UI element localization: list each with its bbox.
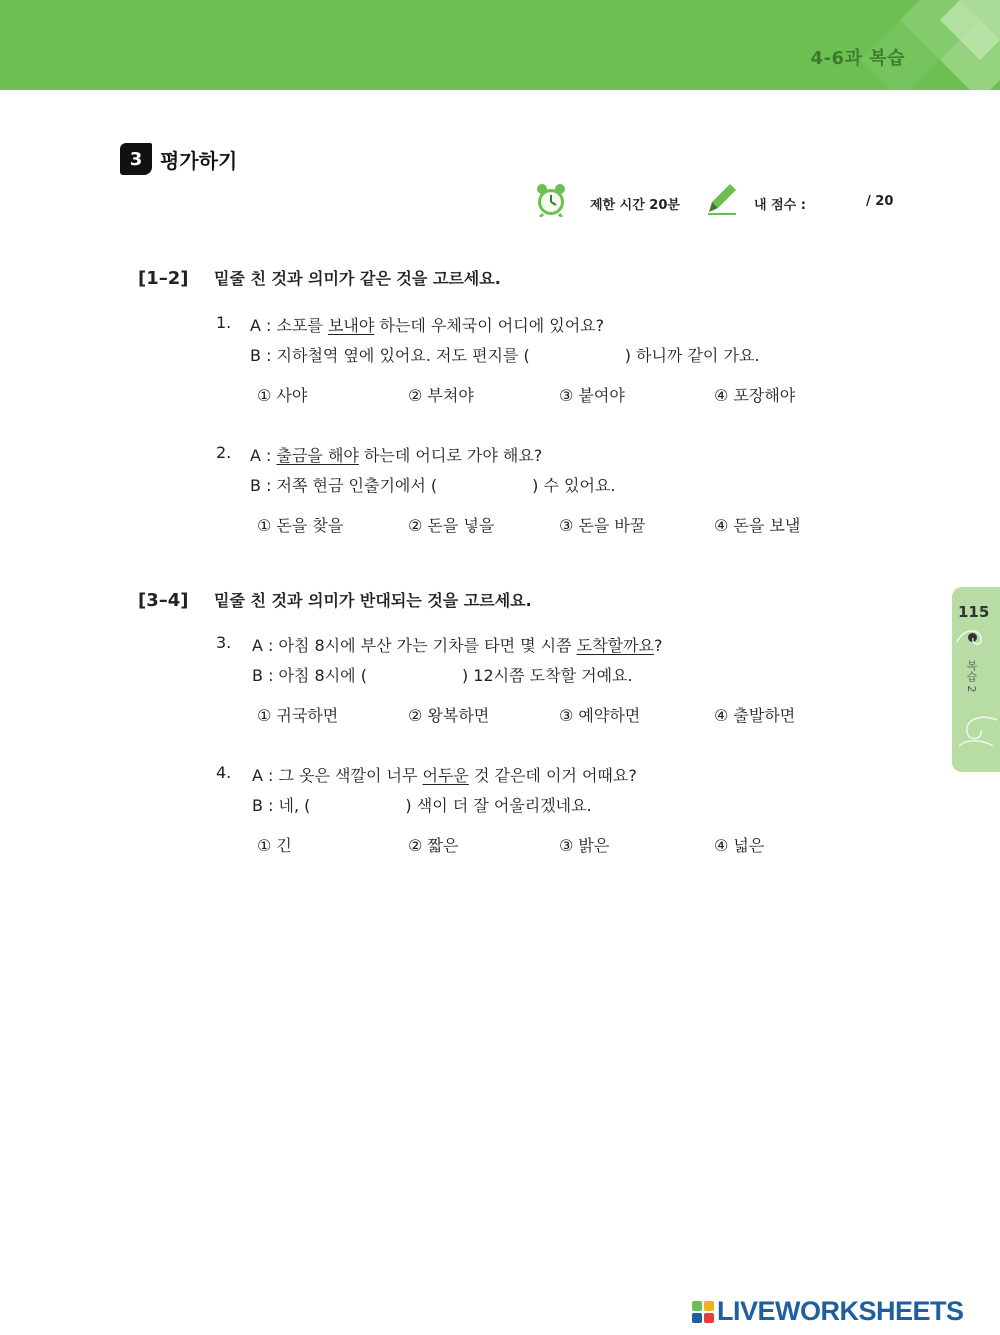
question-line-b: [250, 473, 615, 496]
option[interactable]: ① 돈을 찾을: [257, 516, 344, 535]
question-number: 3.: [216, 633, 232, 652]
swirl-ornament-icon: [953, 710, 999, 750]
question-line-a: [250, 313, 604, 336]
line-text: A :: [250, 446, 277, 465]
question-number: 1.: [216, 313, 232, 332]
group-instruction: 밑줄 친 것과 의미가 같은 것을 고르세요.: [214, 269, 501, 288]
option[interactable]: ④ 돈을 보낼: [714, 516, 801, 535]
option[interactable]: ③ 밝은: [559, 836, 610, 855]
group-header-2: [138, 588, 532, 611]
line-text: ) 색이 더 잘 어울리겠네요.: [405, 796, 592, 815]
group-instruction: 밑줄 친 것과 의미가 반대되는 것을 고르세요.: [214, 591, 532, 610]
option[interactable]: ① 긴: [257, 836, 292, 855]
tab-label: 복습 2: [965, 660, 978, 693]
swirl-ornament-icon: [953, 622, 999, 652]
option[interactable]: ③ 돈을 바꿀: [559, 516, 646, 535]
option[interactable]: ② 왕복하면: [408, 706, 490, 725]
logo-text: LIVEWORKSHEETS: [717, 1296, 964, 1326]
option[interactable]: ③ 붙여야: [559, 386, 625, 405]
underlined-phrase: 어두운: [422, 766, 469, 785]
score-total: / 20: [866, 194, 894, 209]
logo-blocks-icon: [692, 1301, 714, 1323]
liveworksheets-logo: [692, 1296, 964, 1327]
time-limit: 제한 시간 20분: [590, 198, 680, 213]
line-text: B : 네, (: [252, 796, 311, 815]
section-title: [120, 143, 237, 175]
question-line-b: [252, 793, 592, 816]
line-text: ?: [653, 636, 663, 655]
header-band: [0, 0, 1000, 90]
option[interactable]: ① 귀국하면: [257, 706, 339, 725]
question-line-b: [252, 663, 633, 686]
line-text: B : 지하철역 옆에 있어요. 저도 편지를 (: [250, 346, 530, 365]
option[interactable]: ② 짧은: [408, 836, 459, 855]
group-header-1: [138, 266, 501, 289]
question-line-b: [250, 343, 759, 366]
question-number: 2.: [216, 443, 232, 462]
alarm-clock-icon: [535, 183, 567, 217]
option[interactable]: ④ 출발하면: [714, 706, 796, 725]
option[interactable]: ② 부쳐야: [408, 386, 474, 405]
header-title: 4-6과 복습: [810, 48, 905, 69]
line-text: B : 저쪽 현금 인출기에서 (: [250, 476, 438, 495]
option[interactable]: ④ 포장해야: [714, 386, 796, 405]
question-line-a: [250, 443, 542, 466]
question-line-a: [252, 763, 637, 786]
option[interactable]: ③ 예약하면: [559, 706, 641, 725]
line-text: 것 같은데 이거 어때요?: [468, 766, 637, 785]
question-line-a: [252, 633, 662, 656]
underlined-phrase: 도착할까요: [576, 636, 654, 655]
line-text: ) 수 있어요.: [532, 476, 616, 495]
line-text: A : 아침 8시에 부산 가는 기차를 타면 몇 시쯤: [252, 636, 577, 655]
line-text: A : 그 옷은 색깔이 너무: [252, 766, 423, 785]
group-range: [3–4]: [138, 590, 189, 611]
section-label: 평가하기: [160, 148, 238, 173]
line-text: A : 소포를: [250, 316, 328, 335]
line-text: ) 12시쯤 도착할 거예요.: [461, 666, 633, 685]
line-text: 하는데 어디로 가야 해요?: [358, 446, 543, 465]
page-number: 115: [958, 603, 990, 621]
line-text: B : 아침 8시에 (: [252, 666, 367, 685]
group-range: [1–2]: [138, 268, 189, 289]
section-number-badge: 3: [120, 143, 152, 175]
option[interactable]: ① 사야: [257, 386, 308, 405]
line-text: 하는데 우체국이 어디에 있어요?: [374, 316, 605, 335]
score-label: 내 점수 :: [754, 198, 806, 213]
underlined-phrase: 출금을 해야: [276, 446, 359, 465]
option[interactable]: ④ 넓은: [714, 836, 765, 855]
line-text: ) 하니까 같이 가요.: [624, 346, 760, 365]
question-number: 4.: [216, 763, 232, 782]
pencil-icon: [706, 182, 738, 216]
option[interactable]: ② 돈을 넣을: [408, 516, 495, 535]
underlined-phrase: 보내야: [327, 316, 375, 335]
